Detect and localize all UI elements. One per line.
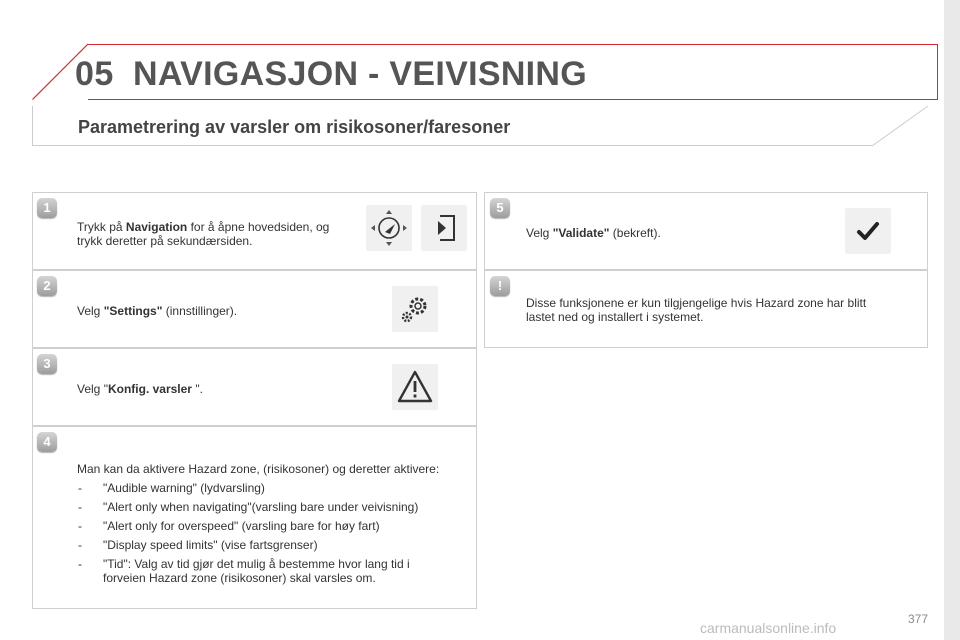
secondary-page-icon (421, 205, 467, 251)
page-edge-strip (944, 0, 960, 640)
step-badge-3: 3 (37, 354, 57, 374)
step-4-option-list (77, 481, 477, 590)
settings-gears-icon (392, 286, 438, 332)
step-3-text: Velg "Konfig. varsler ". (77, 382, 203, 396)
step-badge-4: 4 (37, 432, 57, 452)
note-badge: ! (490, 276, 510, 296)
step-2-text: Velg "Settings" (innstillinger). (77, 304, 238, 318)
page-number: 377 (908, 612, 929, 626)
step-5-text: Velg "Validate" (bekreft). (526, 226, 661, 240)
section-corner-decoration (870, 104, 930, 148)
step-badge-5: 5 (490, 198, 510, 218)
checkmark-icon (845, 208, 891, 254)
watermark: carmanualsonline.info (700, 620, 837, 636)
note-text: Disse funksjonene er kun tilgjengelige hvis Hazard zone har blitt lastet ned og installert i systemet. (526, 296, 867, 324)
warning-triangle-icon (392, 364, 438, 410)
list-item: - "Audible warning" (lydvarsling) (78, 481, 265, 495)
navigation-dpad-icon (366, 205, 412, 251)
step-badge-1: 1 (37, 198, 57, 218)
list-item: - "Alert only when navigating"(varsling bare under veivisning) (78, 500, 419, 514)
list-item: - "Alert only for overspeed" (varsling bare for høy fart) (78, 519, 380, 533)
chapter-title: NAVIGASJON - VEIVISNING (133, 55, 588, 93)
step-badge-2: 2 (37, 276, 57, 296)
chapter-number: 05 (75, 55, 114, 93)
list-item: - "Display speed limits" (vise fartsgrenser) (78, 538, 318, 552)
section-title: Parametrering av varsler om risikosoner/faresoner (78, 117, 511, 137)
step-1-text: Trykk på Navigation for å åpne hovedsiden, og trykk deretter på sekundærsiden. (77, 220, 330, 248)
step-4-intro: Man kan da aktivere Hazard zone, (risikosoner) og deretter aktivere: (77, 462, 440, 476)
list-item: - "Tid": Valg av tid gjør det mulig å bestemme hvor lang tid i forveien Hazard zone (risikosoner) skal varsles om. (78, 557, 410, 585)
